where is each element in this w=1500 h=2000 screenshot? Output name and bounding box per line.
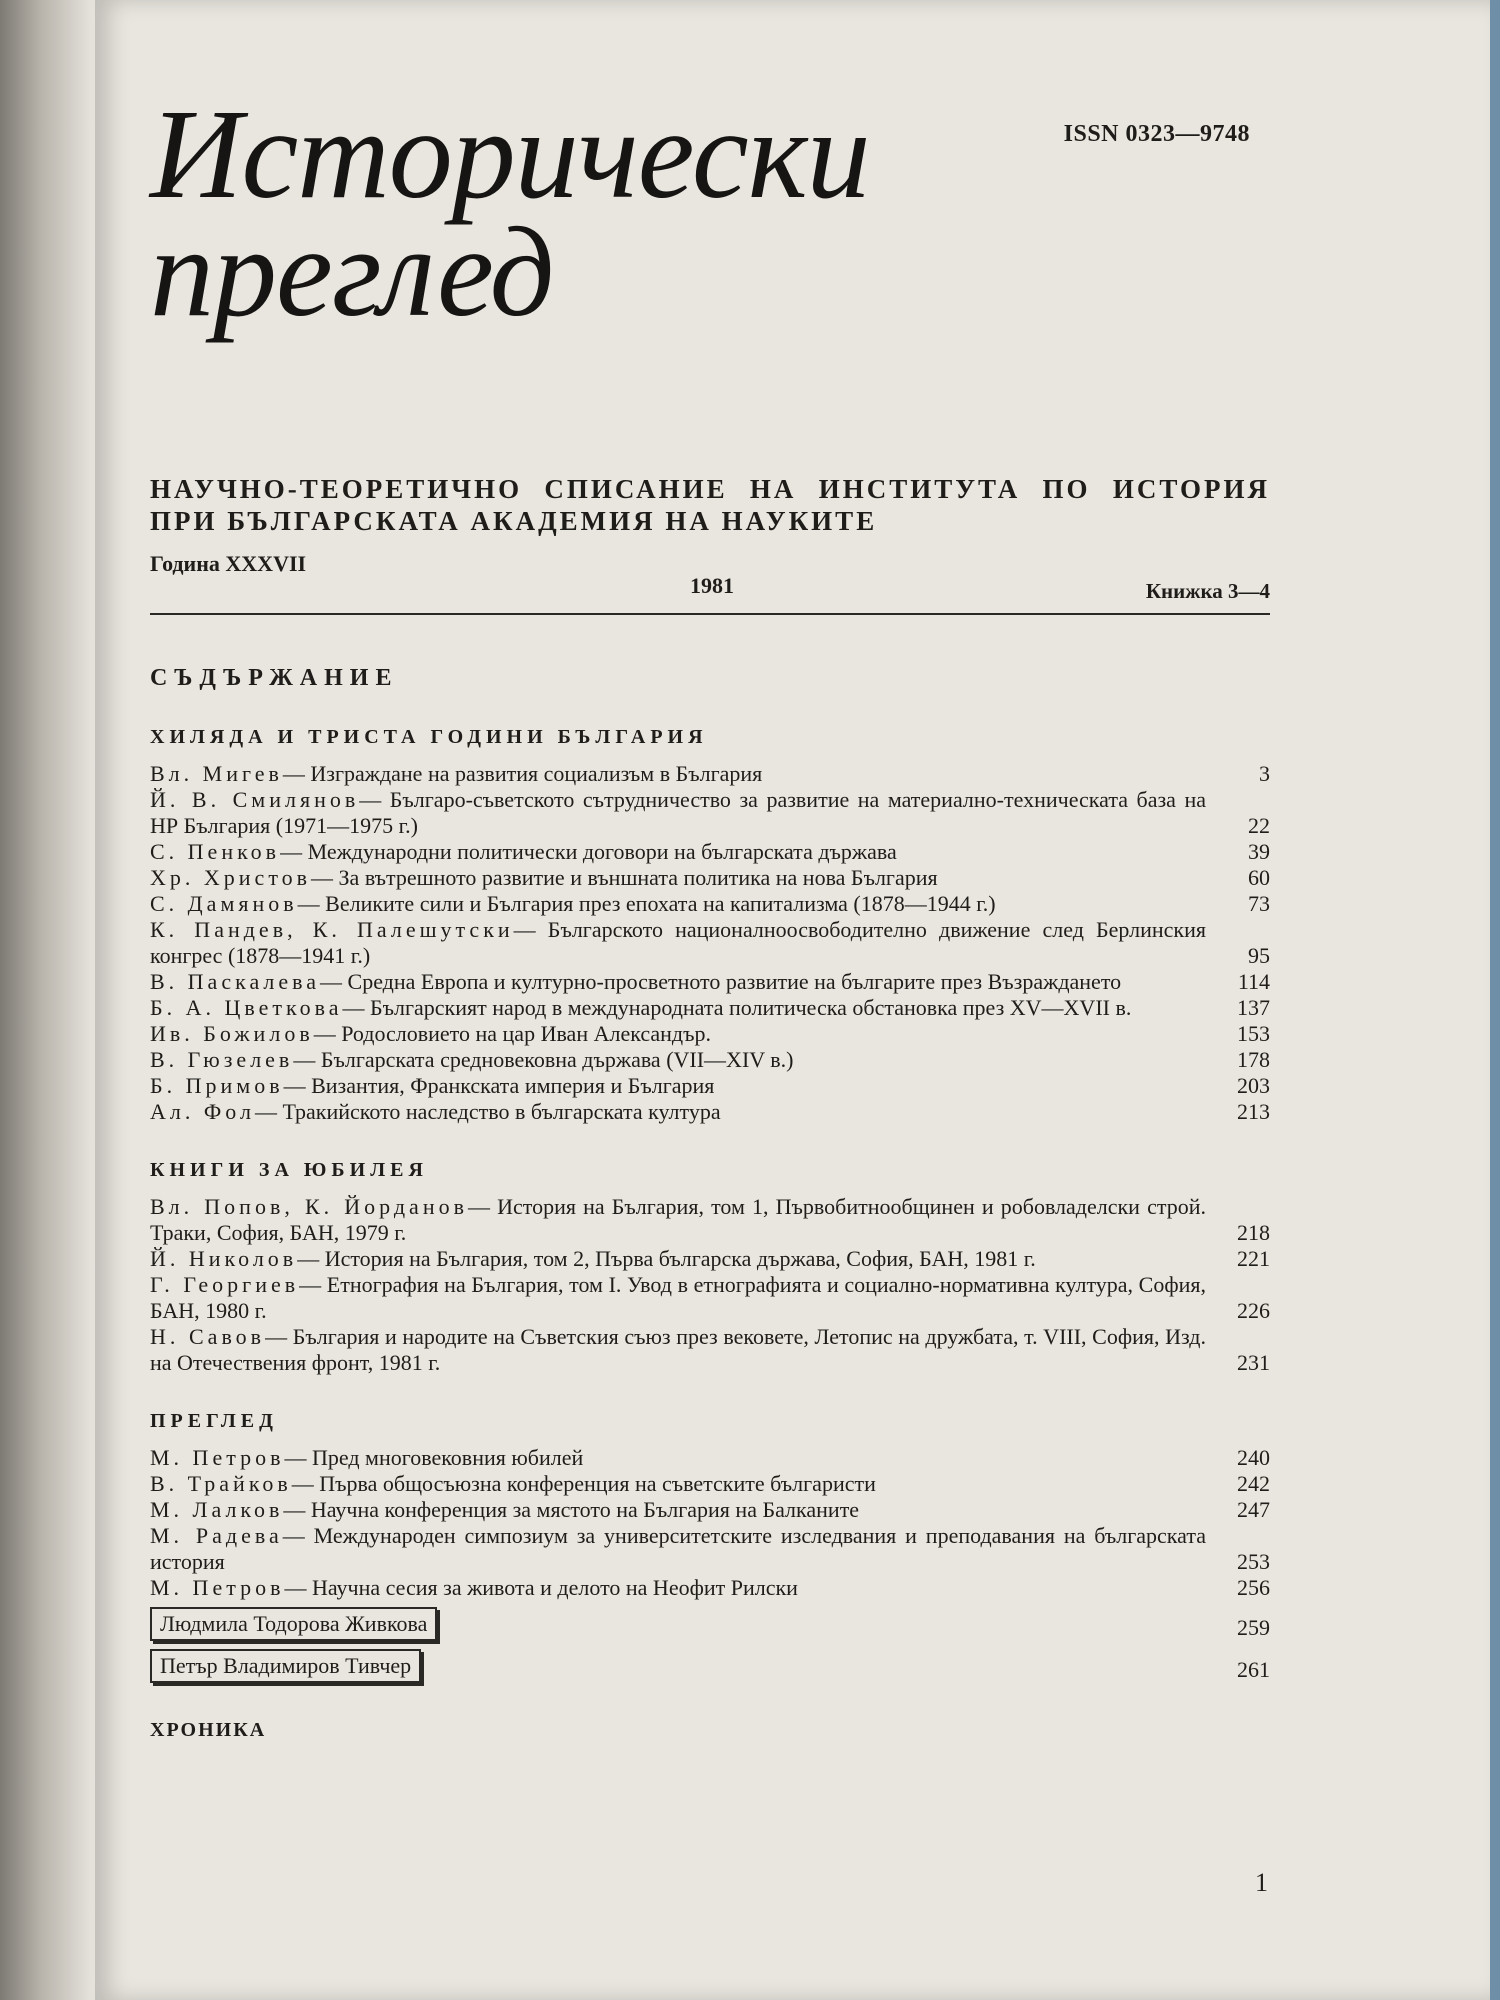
entry-title: — Тракийското наследство в българската култура (254, 1099, 721, 1124)
entry-title: — Първа общосъюзна конференция на съветските българисти (291, 1471, 876, 1496)
journal-title (150, 83, 870, 343)
contents-entry (150, 1047, 1270, 1073)
journal-title-line2: преглед (150, 201, 554, 343)
entry-title: — История на България, том 1, Първобитнообщинен и робовладелски строй. Траки, София, БАН, 1979 г. (150, 1194, 1207, 1245)
entry-author: Ал. Фол (150, 1099, 255, 1124)
entry-text (150, 917, 1220, 969)
contents-entry (150, 865, 1270, 891)
entry-title: — Средна Европа и културно-просветното развитие на българите през Възраждането (320, 969, 1122, 994)
entry-author: М. Петров (150, 1575, 285, 1600)
entry-text (150, 1324, 1220, 1376)
entry-text (150, 1021, 1220, 1047)
obituary-page-number: 261 (1237, 1657, 1270, 1682)
entry-author: В. Паскалева (150, 969, 321, 994)
entry-page-number: 231 (1237, 1350, 1270, 1375)
entry-page-number: 39 (1248, 839, 1270, 864)
obituary-name: Петър Владимиров Тивчер (150, 1649, 421, 1683)
entry-title: — Родословието на цар Иван Александър. (313, 1021, 712, 1046)
entry-author: С. Дамянов (150, 891, 298, 916)
entry-author: Б. Примов (150, 1073, 284, 1098)
entry-page-number: 22 (1248, 813, 1270, 838)
contents-entry (150, 1497, 1270, 1523)
entry-text (150, 1471, 1220, 1497)
obituary-text (150, 1607, 1220, 1641)
entry-author: В. Трайков (150, 1471, 292, 1496)
entry-text (150, 1099, 1220, 1125)
entry-text (150, 995, 1220, 1021)
entry-title: — Българският народ в международната политическа обстановка през XV—XVII в. (342, 995, 1132, 1020)
entry-text (150, 787, 1220, 839)
contents-entry (150, 1021, 1270, 1047)
entry-author: В. Гюзелев (150, 1047, 294, 1072)
entry-list (150, 761, 1270, 1125)
contents-entry (150, 787, 1270, 839)
volume-label: Година XXXVII (150, 551, 307, 576)
issue-info (150, 543, 1270, 615)
entry-author: Вл. Мигев (150, 761, 283, 786)
obituary-page-number: 259 (1237, 1615, 1270, 1640)
entry-text (150, 969, 1220, 995)
contents-page (150, 83, 1270, 1742)
entry-text (150, 761, 1220, 787)
masthead (150, 83, 1270, 395)
entry-title: — Пред многовековния юбилей (284, 1445, 584, 1470)
obituary-entry (150, 1607, 1270, 1641)
entry-title: — Изграждане на развития социализъм в България (282, 761, 763, 786)
entry-author: М. Лалков (150, 1497, 284, 1522)
contents-entry (150, 891, 1270, 917)
journal-subtitle: НАУЧНО-ТЕОРЕТИЧНО СПИСАНИЕ НА ИНСТИТУТА ПО ИСТОРИЯ ПРИ БЪЛГАРСКАТА АКАДЕМИЯ НА НАУКИТЕ (150, 474, 1270, 536)
contents-entry (150, 1471, 1270, 1497)
entry-author: Б. А. Цветкова (150, 995, 343, 1020)
entry-author: М. Радева (150, 1523, 283, 1548)
entry-title: — За вътрешното развитие и външната политика на нова България (311, 865, 938, 890)
entry-text (150, 865, 1220, 891)
entry-page-number: 114 (1237, 969, 1270, 994)
contents-entry (150, 969, 1270, 995)
section-title: КНИГИ ЗА ЮБИЛЕЯ (150, 1159, 428, 1181)
entry-page-number: 95 (1248, 943, 1270, 968)
section-title: ХИЛЯДА И ТРИСТА ГОДИНИ БЪЛГАРИЯ (150, 726, 708, 748)
entry-title: — Българското националноосвободително движение след Берлинския конгрес (1878—1941 г.) (150, 917, 1206, 968)
contents-heading: СЪДЪРЖАНИЕ (150, 665, 399, 691)
entry-text (150, 891, 1220, 917)
entry-title: — История на България, том 2, Първа българска държава, София, БАН, 1981 г. (297, 1246, 1036, 1271)
entry-title: — Българската средновековна държава (VII—XIV в.) (293, 1047, 794, 1072)
entry-author: Хр. Христов (150, 865, 312, 890)
entry-text (150, 1575, 1220, 1601)
entry-author: К. Пандев, К. Палешутски (150, 917, 514, 942)
entry-title: — Научна конференция за мястото на България на Балканите (283, 1497, 860, 1522)
issue-label: Книжка 3—4 (1145, 579, 1270, 603)
obituary-entry (150, 1649, 1270, 1683)
contents-entry (150, 917, 1270, 969)
entry-author: Й. Николов (150, 1246, 298, 1271)
contents-entry (150, 761, 1270, 787)
contents-entry (150, 1523, 1270, 1575)
contents-entry (150, 1194, 1270, 1246)
entry-text (150, 839, 1220, 865)
entry-text (150, 1047, 1220, 1073)
entry-text (150, 1497, 1220, 1523)
entry-page-number: 256 (1237, 1575, 1270, 1600)
entry-page-number: 221 (1237, 1246, 1270, 1271)
entry-title: — Етнография на България, том I. Увод в етнографията и социално-нормативна култура, София, БАН, 1980 г. (150, 1272, 1207, 1323)
entry-page-number: 73 (1248, 891, 1270, 916)
entry-author: М. Петров (150, 1445, 285, 1470)
entry-page-number: 213 (1237, 1099, 1270, 1124)
entry-author: С. Пенков (150, 839, 281, 864)
entry-page-number: 60 (1248, 865, 1270, 890)
entry-author: Г. Георгиев (150, 1272, 300, 1297)
contents-entry (150, 839, 1270, 865)
background-edge (1490, 0, 1500, 2000)
entry-title: — Византия, Франкската империя и България (283, 1073, 715, 1098)
entry-page-number: 178 (1237, 1047, 1270, 1072)
entry-text (150, 1445, 1220, 1471)
entry-title: — Българо-съветското сътрудничество за развитие на материално-техническата база на НР България (1971—1975 г.) (150, 787, 1206, 838)
entry-page-number: 3 (1259, 761, 1270, 786)
entry-text (150, 1272, 1220, 1324)
chronicle-heading: ХРОНИКА (150, 1719, 267, 1741)
entry-page-number: 203 (1237, 1073, 1270, 1098)
entry-title: — България и народите на Съветския съюз през вековете, Летопис на дружбата, т. VIII, София, Изд. на Отечествения фронт, 1981 г. (150, 1324, 1206, 1375)
entry-text (150, 1194, 1220, 1246)
entry-page-number: 247 (1237, 1497, 1270, 1522)
contents-entry (150, 1246, 1270, 1272)
entry-title: — Международни политически договори на българската държава (280, 839, 897, 864)
entry-page-number: 137 (1237, 995, 1270, 1020)
entry-page-number: 240 (1237, 1445, 1270, 1470)
entry-title: — Научна сесия за живота и делото на Неофит Рилски (284, 1575, 798, 1600)
contents-entry (150, 1272, 1270, 1324)
contents-entry (150, 1575, 1270, 1601)
obituary-list (150, 1607, 1270, 1683)
entry-page-number: 226 (1237, 1298, 1270, 1323)
entry-page-number: 153 (1237, 1021, 1270, 1046)
entry-text (150, 1246, 1220, 1272)
entry-page-number: 253 (1237, 1549, 1270, 1574)
entry-author: Вл. Попов, К. Йорданов (150, 1194, 468, 1219)
entry-text (150, 1073, 1220, 1099)
page-number: 1 (1255, 1868, 1268, 1897)
entry-list (150, 1194, 1270, 1376)
obituary-text (150, 1649, 1220, 1683)
journal-title-line1: Исторически (150, 83, 870, 225)
obituary-name: Людмила Тодорова Живкова (150, 1607, 437, 1641)
contents-entry (150, 1099, 1270, 1125)
contents-sections (150, 726, 1270, 1683)
contents-entry (150, 1073, 1270, 1099)
contents-entry (150, 995, 1270, 1021)
year-label: 1981 (690, 573, 734, 598)
entry-page-number: 242 (1237, 1471, 1270, 1496)
entry-page-number: 218 (1237, 1220, 1270, 1245)
entry-title: — Великите сили и България през епохата на капитализма (1878—1944 г.) (297, 891, 996, 916)
contents-entry (150, 1324, 1270, 1376)
entry-title: — Международен симпозиум за университетските изследвания и преподавания на българската история (150, 1523, 1206, 1574)
entry-author: Ив. Божилов (150, 1021, 314, 1046)
section-title: ПРЕГЛЕД (150, 1410, 278, 1432)
entry-text (150, 1523, 1220, 1575)
issn: ISSN 0323—9748 (1063, 121, 1250, 147)
entry-author: Н. Савов (150, 1324, 266, 1349)
entry-author: Й. В. Смилянов (150, 787, 360, 812)
contents-entry (150, 1445, 1270, 1471)
entry-list (150, 1445, 1270, 1601)
